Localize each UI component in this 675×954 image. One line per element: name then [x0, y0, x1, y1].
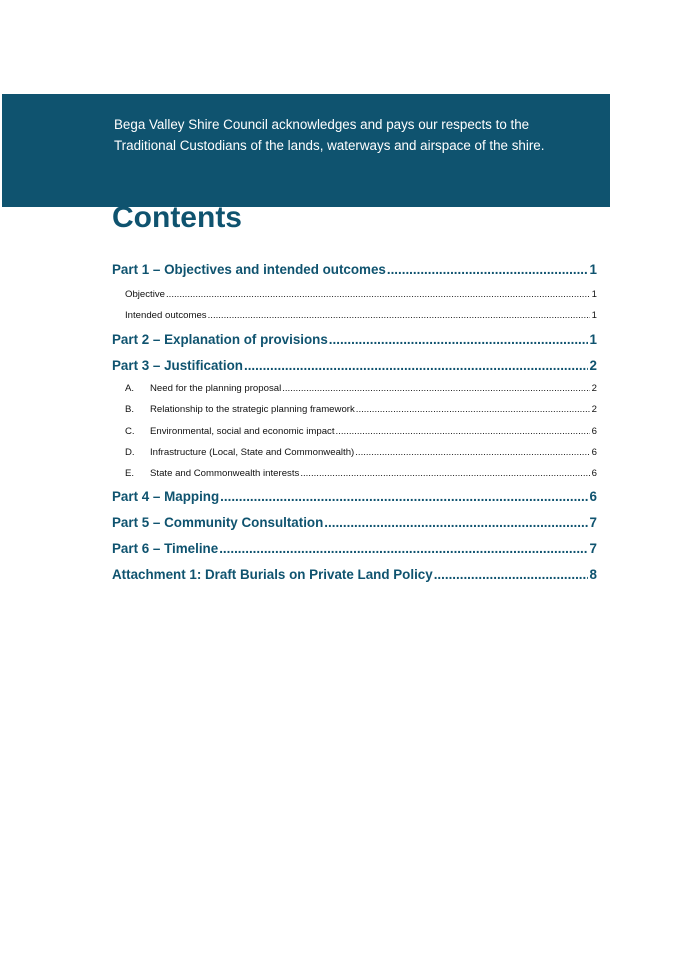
toc-page-number: 7: [589, 515, 597, 530]
toc-page-number: 2: [591, 383, 597, 394]
toc-page-number: 7: [589, 541, 597, 556]
toc-dot-leader: [166, 289, 590, 300]
toc-heading-entry[interactable]: [112, 515, 597, 530]
toc-subentry[interactable]: [112, 383, 597, 394]
toc-heading-entry[interactable]: [112, 567, 597, 582]
toc-page-number: 1: [589, 262, 597, 277]
toc-heading-entry[interactable]: [112, 332, 597, 347]
toc-dot-leader: [336, 426, 590, 437]
toc-entry-text: Infrastructure (Local, State and Commonwealth): [150, 447, 355, 458]
toc-dot-leader: [220, 489, 587, 504]
contents-title: Contents: [112, 201, 242, 234]
toc-entry-number: D.: [125, 447, 135, 458]
acknowledgement-line-2: Traditional Custodians of the lands, waterways and airspace of the shire.: [114, 138, 545, 153]
toc-dot-leader: [434, 567, 588, 582]
toc-entry-number: A.: [125, 383, 135, 394]
toc-page-number: 6: [591, 447, 597, 458]
toc-entry-text: State and Commonwealth interests: [150, 468, 300, 479]
toc-page-number: 6: [591, 426, 597, 437]
acknowledgement-text: [114, 114, 594, 156]
toc-entry-number: C.: [125, 426, 135, 437]
toc-entry-number: B.: [125, 404, 135, 415]
toc-entry-text: Part 5 – Community Consultation: [112, 515, 324, 530]
toc-heading-entry[interactable]: [112, 262, 597, 277]
toc-dot-leader: [387, 262, 588, 277]
toc-dot-leader: [244, 358, 588, 373]
toc-dot-leader: [219, 541, 587, 556]
toc-dot-leader: [329, 332, 588, 347]
toc-entry-text: Part 4 – Mapping: [112, 489, 220, 504]
toc-page-number: 2: [589, 358, 597, 373]
toc-entry-text: Part 3 – Justification: [112, 358, 243, 373]
toc-entry-text: Part 1 – Objectives and intended outcomes: [112, 262, 386, 277]
toc-entry-text: Intended outcomes: [125, 310, 207, 321]
toc-subentry[interactable]: [112, 447, 597, 458]
toc-dot-leader: [208, 310, 590, 321]
toc-subentry[interactable]: [112, 310, 597, 321]
toc-entry-text: Part 6 – Timeline: [112, 541, 219, 556]
acknowledgement-banner: [2, 94, 610, 207]
toc-entry-text: Objective: [125, 289, 165, 300]
toc-page-number: 2: [591, 404, 597, 415]
toc-entry-text: Environmental, social and economic impact: [150, 426, 335, 437]
toc-dot-leader: [324, 515, 587, 530]
acknowledgement-line-1: Bega Valley Shire Council acknowledges and pays our respects to the: [114, 117, 530, 132]
toc-subentry[interactable]: [112, 404, 597, 415]
toc-entry-text: Part 2 – Explanation of provisions: [112, 332, 328, 347]
toc-page-number: 1: [589, 332, 597, 347]
toc-page-number: 1: [591, 289, 597, 300]
toc-page-number: 1: [591, 310, 597, 321]
toc-entry-number: E.: [125, 468, 135, 479]
toc-page-number: 8: [589, 567, 597, 582]
toc-subentry[interactable]: [112, 468, 597, 479]
toc-entry-text: Need for the planning proposal: [150, 383, 282, 394]
toc-heading-entry[interactable]: [112, 489, 597, 504]
toc-subentry[interactable]: [112, 426, 597, 437]
toc-entry-text: Relationship to the strategic planning framework: [150, 404, 355, 415]
toc-entry-text: Attachment 1: Draft Burials on Private Land Policy: [112, 567, 433, 582]
toc-dot-leader: [355, 447, 589, 458]
toc-heading-entry[interactable]: [112, 541, 597, 556]
toc-heading-entry[interactable]: [112, 358, 597, 373]
toc-dot-leader: [356, 404, 590, 415]
toc-page-number: 6: [589, 489, 597, 504]
toc-dot-leader: [282, 383, 589, 394]
toc-subentry[interactable]: [112, 289, 597, 300]
toc-page-number: 6: [591, 468, 597, 479]
toc-dot-leader: [300, 468, 589, 479]
